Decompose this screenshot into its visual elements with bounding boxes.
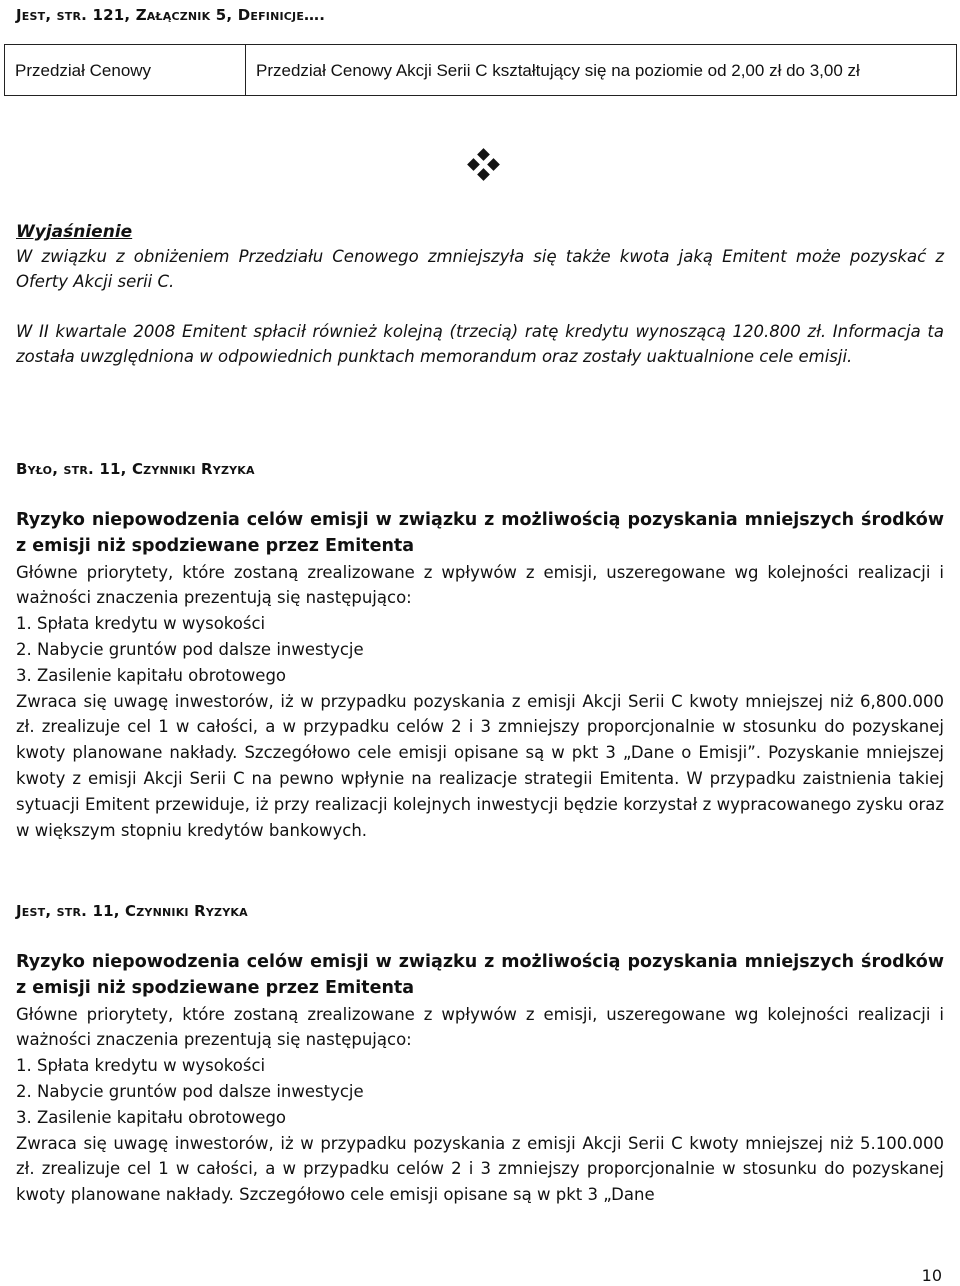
section-after-title: Ryzyko niepowodzenia celów emisji w związku z możliwością pozyskania mniejszych środków z emisji niż spodziewane przez Emitenta — [16, 952, 944, 998]
page-number: 10 — [921, 1266, 942, 1285]
diamond-ornament-icon — [464, 148, 504, 182]
table-row — [5, 45, 957, 96]
section-before-intro: Główne priorytety, które zostaną zrealizowane z wpływów z emisji, uszeregowane wg kolejności realizacji i ważności znaczenia prezentują się następująco: — [16, 562, 944, 608]
list-item: 2. Nabycie gruntów pod dalsze inwestycje — [16, 1081, 364, 1101]
definition-term: Przedział Cenowy — [5, 45, 246, 96]
definition-table — [4, 44, 957, 96]
explanation-section — [16, 220, 944, 369]
list-item: 3. Zasilenie kapitału obrotowego — [16, 1107, 287, 1127]
list-item: 1. Spłata kredytu w wysokości — [16, 1056, 266, 1076]
explanation-paragraph-1: W związku z obniżeniem Przedziału Cenowego zmniejszyła się także kwota jaką Emitent może pozyskać z Oferty Akcji serii C. — [16, 247, 944, 291]
list-item: 3. Zasilenie kapitału obrotowego — [16, 665, 287, 685]
section-after-intro: Główne priorytety, które zostaną zrealizowane z wpływów z emisji, uszeregowane wg kolejności realizacji i ważności znaczenia prezentują się następująco: — [16, 1004, 944, 1050]
heading-jest-str-121: Jest, str. 121, Załącznik 5, Definicje…. — [16, 6, 326, 24]
explanation-paragraph-2: W II kwartale 2008 Emitent spłacił również kolejną (trzecią) ratę kredytu wynoszącą 120.800 zł. Informacja ta została uwzględniona w odpowiednich punktach memorandum oraz zostały uaktualnione cele emisji. — [16, 322, 944, 366]
list-item: 1. Spłata kredytu w wysokości — [16, 614, 266, 634]
heading-bylo-str-11: Było, str. 11, Czynniki Ryzyka — [16, 460, 255, 478]
section-before-title: Ryzyko niepowodzenia celów emisji w związku z możliwością pozyskania mniejszych środków z emisji niż spodziewane przez Emitenta — [16, 510, 944, 556]
definition-text: Przedział Cenowy Akcji Serii C kształtujący się na poziomie od 2,00 zł do 3,00 zł — [246, 45, 957, 96]
explanation-title: Wyjaśnienie — [16, 222, 133, 242]
section-after-body: Zwraca się uwagę inwestorów, iż w przypadku pozyskania z emisji Akcji Serii C kwoty mniejszej niż 5.100.000 zł. zrealizuje cel 1 w całości, a w przypadku celów 2 i 3 zmniejszy proporcjonalnie w stosunku do pozyskanej kwoty planowane nakłady. Szczegółowo cele emisji opisane są w pkt 3 „Dane — [16, 1133, 944, 1205]
section-before-body: Zwraca się uwagę inwestorów, iż w przypadku pozyskania z emisji Akcji Serii C kwoty mniejszej niż 6,800.000 zł. zrealizuje cel 1 w całości, a w przypadku celów 2 i 3 zmniejszy proporcjonalnie w stosunku do pozyskanej kwoty planowane nakłady. Szczegółowo cele emisji opisane są w pkt 3 „Dane o Emisji”. Pozyskanie mniejszej kwoty z emisji Akcji Serii C na pewno wpłynie na realizacje strategii Emitenta. W przypadku zaistnienia takiej sytuacji Emitent przewiduje, iż przy realizacji kolejnych inwestycji będzie korzystał z wypracowanego zysku oraz w większym stopniu kredytów bankowych. — [16, 691, 944, 840]
heading-jest-str-11: Jest, str. 11, Czynniki Ryzyka — [16, 902, 248, 920]
section-before — [16, 508, 944, 843]
list-item: 2. Nabycie gruntów pod dalsze inwestycje — [16, 639, 364, 659]
section-after — [16, 950, 944, 1208]
